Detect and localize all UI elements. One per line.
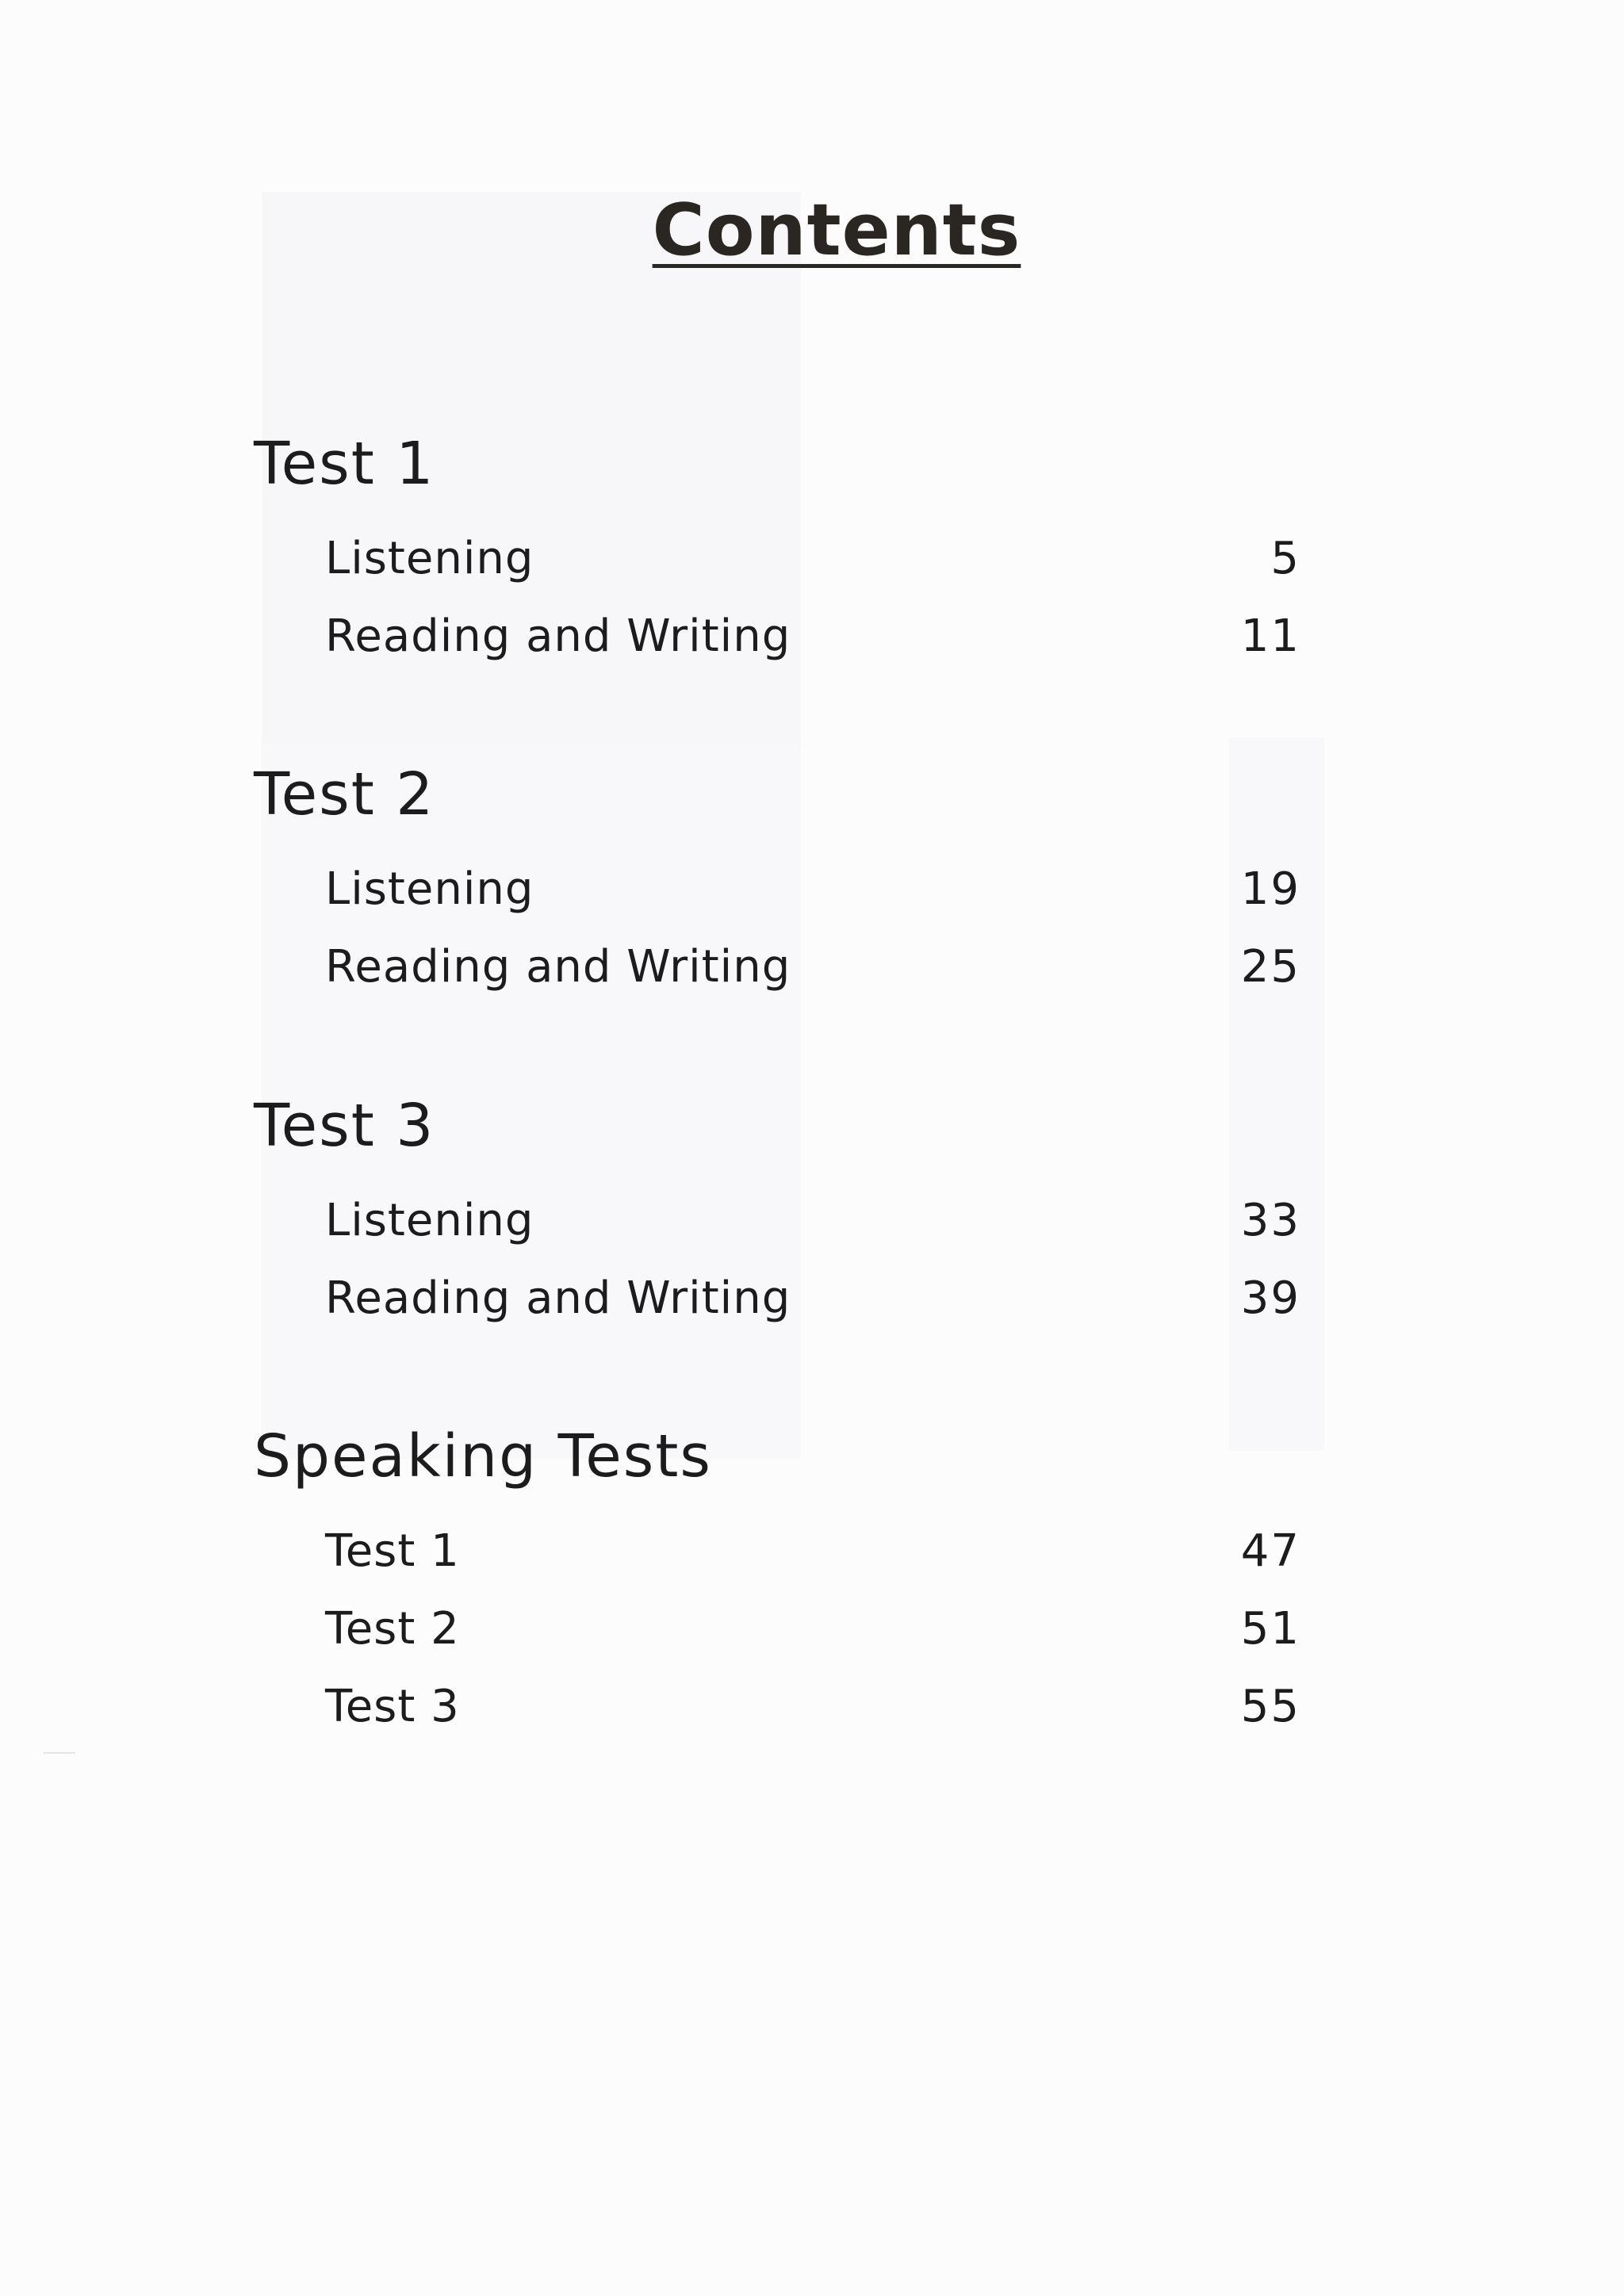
scan-mark: [44, 1752, 75, 1754]
entry-label: Reading and Writing: [325, 941, 791, 993]
entry-page-number: 33: [1240, 1195, 1300, 1246]
entry-page-number: 47: [1240, 1525, 1300, 1577]
contents-entry[interactable]: [325, 862, 1300, 917]
entry-label: Listening: [325, 533, 534, 584]
section-heading: Test 3: [254, 1092, 435, 1160]
entry-page-number: 11: [1240, 610, 1300, 662]
contents-section-speaking-tests: [254, 1422, 1300, 1732]
entry-label: Reading and Writing: [325, 610, 791, 662]
entry-label: Test 2: [325, 1603, 460, 1655]
entry-label: Listening: [325, 863, 534, 915]
section-heading: Test 2: [254, 760, 435, 828]
contents-entry[interactable]: [325, 1271, 1300, 1326]
entry-label: Reading and Writing: [325, 1272, 791, 1324]
contents-section-test-1: [254, 430, 1300, 662]
contents-entry[interactable]: [325, 1679, 1300, 1735]
scan-shadow: [1229, 737, 1324, 1451]
entry-page-number: 25: [1240, 941, 1300, 993]
entry-page-number: 19: [1240, 863, 1300, 915]
entry-page-number: 5: [1270, 533, 1300, 584]
section-heading: Speaking Tests: [254, 1422, 712, 1490]
entry-page-number: 39: [1240, 1272, 1300, 1324]
entry-label: Test 1: [325, 1525, 460, 1577]
section-heading: Test 1: [254, 430, 435, 498]
contents-entry[interactable]: [325, 609, 1300, 664]
contents-section-test-3: [254, 1092, 1300, 1324]
contents-entry[interactable]: [325, 1601, 1300, 1657]
contents-entry[interactable]: [325, 531, 1300, 587]
contents-heading: Contents: [652, 189, 1021, 272]
contents-section-test-2: [254, 760, 1300, 993]
entry-label: Listening: [325, 1195, 534, 1246]
contents-entry[interactable]: [325, 1193, 1300, 1249]
entry-label: Test 3: [325, 1681, 460, 1732]
contents-entry[interactable]: [325, 939, 1300, 995]
entry-page-number: 55: [1240, 1681, 1300, 1732]
page-title: [0, 189, 1624, 272]
entry-page-number: 51: [1240, 1603, 1300, 1655]
contents-entry[interactable]: [325, 1524, 1300, 1579]
